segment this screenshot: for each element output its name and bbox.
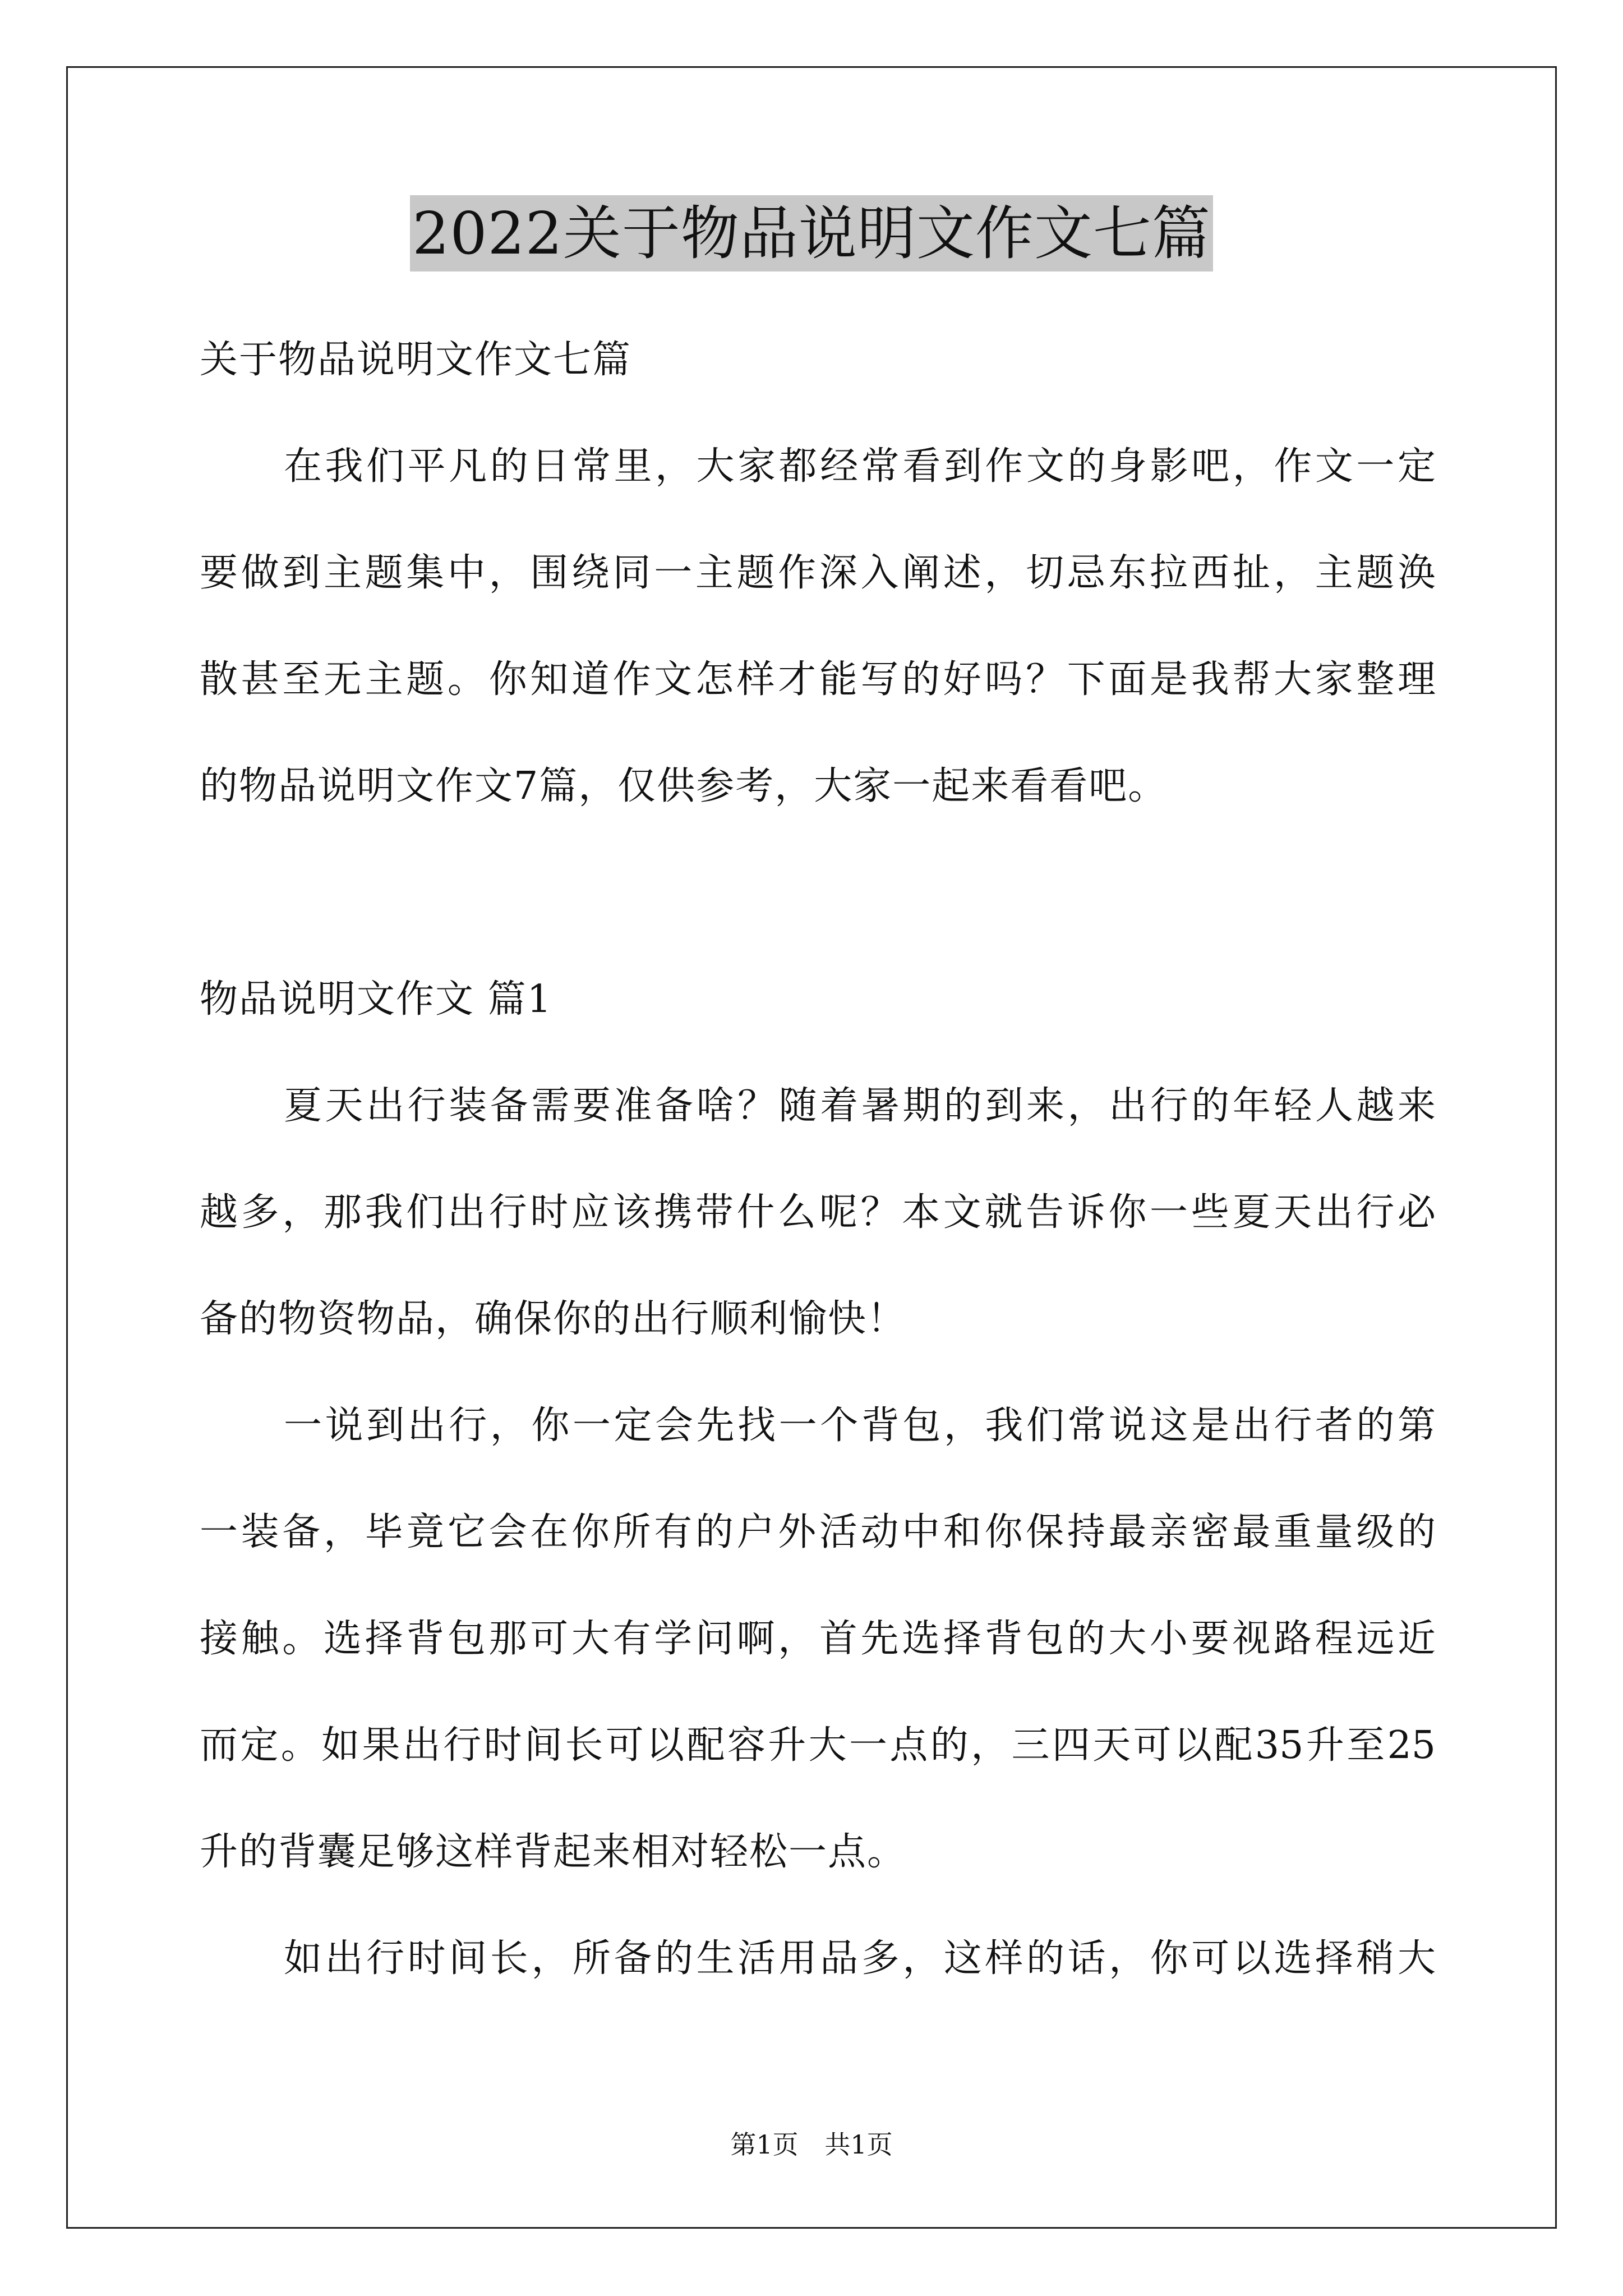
title-block xyxy=(0,195,1623,272)
paragraph-line: 一装备，毕竟它会在你所有的户外活动中和你保持最亲密最重量级的 xyxy=(200,1510,1436,1554)
paragraph-line: 接触。选择背包那可大有学问啊，首先选择背包的大小要视路程远近 xyxy=(200,1617,1436,1661)
subtitle-line: 关于物品说明文作文七篇 xyxy=(200,338,632,382)
page-footer xyxy=(0,2128,1623,2161)
paragraph-line: 在我们平凡的日常里，大家都经常看到作文的身影吧，作文一定 xyxy=(284,444,1436,489)
paragraph-line: 的物品说明文作文7篇，仅供参考，大家一起来看看吧。 xyxy=(200,764,1168,808)
page-border xyxy=(66,66,1557,2229)
paragraph-line: 要做到主题集中，围绕同一主题作深入阐述，切忌东拉西扯，主题涣 xyxy=(200,551,1436,595)
paragraph-line: 夏天出行装备需要准备啥？随着暑期的到来，出行的年轻人越来 xyxy=(284,1084,1436,1128)
document-title: 2022关于物品说明文作文七篇 xyxy=(410,195,1213,272)
page-number: 第1页 xyxy=(730,2129,799,2160)
paragraph-line: 越多，那我们出行时应该携带什么呢？本文就告诉你一些夏天出行必 xyxy=(200,1190,1436,1235)
paragraph-line: 而定。如果出行时间长可以配容升大一点的，三四天可以配35升至25 xyxy=(200,1723,1436,1768)
page-total: 共1页 xyxy=(824,2129,893,2160)
section-heading: 物品说明文作文 篇1 xyxy=(200,977,552,1022)
paragraph-line: 备的物资物品，确保你的出行顺利愉快！ xyxy=(200,1297,907,1341)
paragraph-line: 升的背囊足够这样背起来相对轻松一点。 xyxy=(200,1830,907,1874)
paragraph-line: 散甚至无主题。你知道作文怎样才能写的好吗？下面是我帮大家整理 xyxy=(200,657,1436,702)
paragraph-line: 如出行时间长，所备的生活用品多，这样的话，你可以选择稍大 xyxy=(284,1936,1436,1981)
paragraph-line: 一说到出行，你一定会先找一个背包，我们常说这是出行者的第 xyxy=(284,1404,1436,1448)
